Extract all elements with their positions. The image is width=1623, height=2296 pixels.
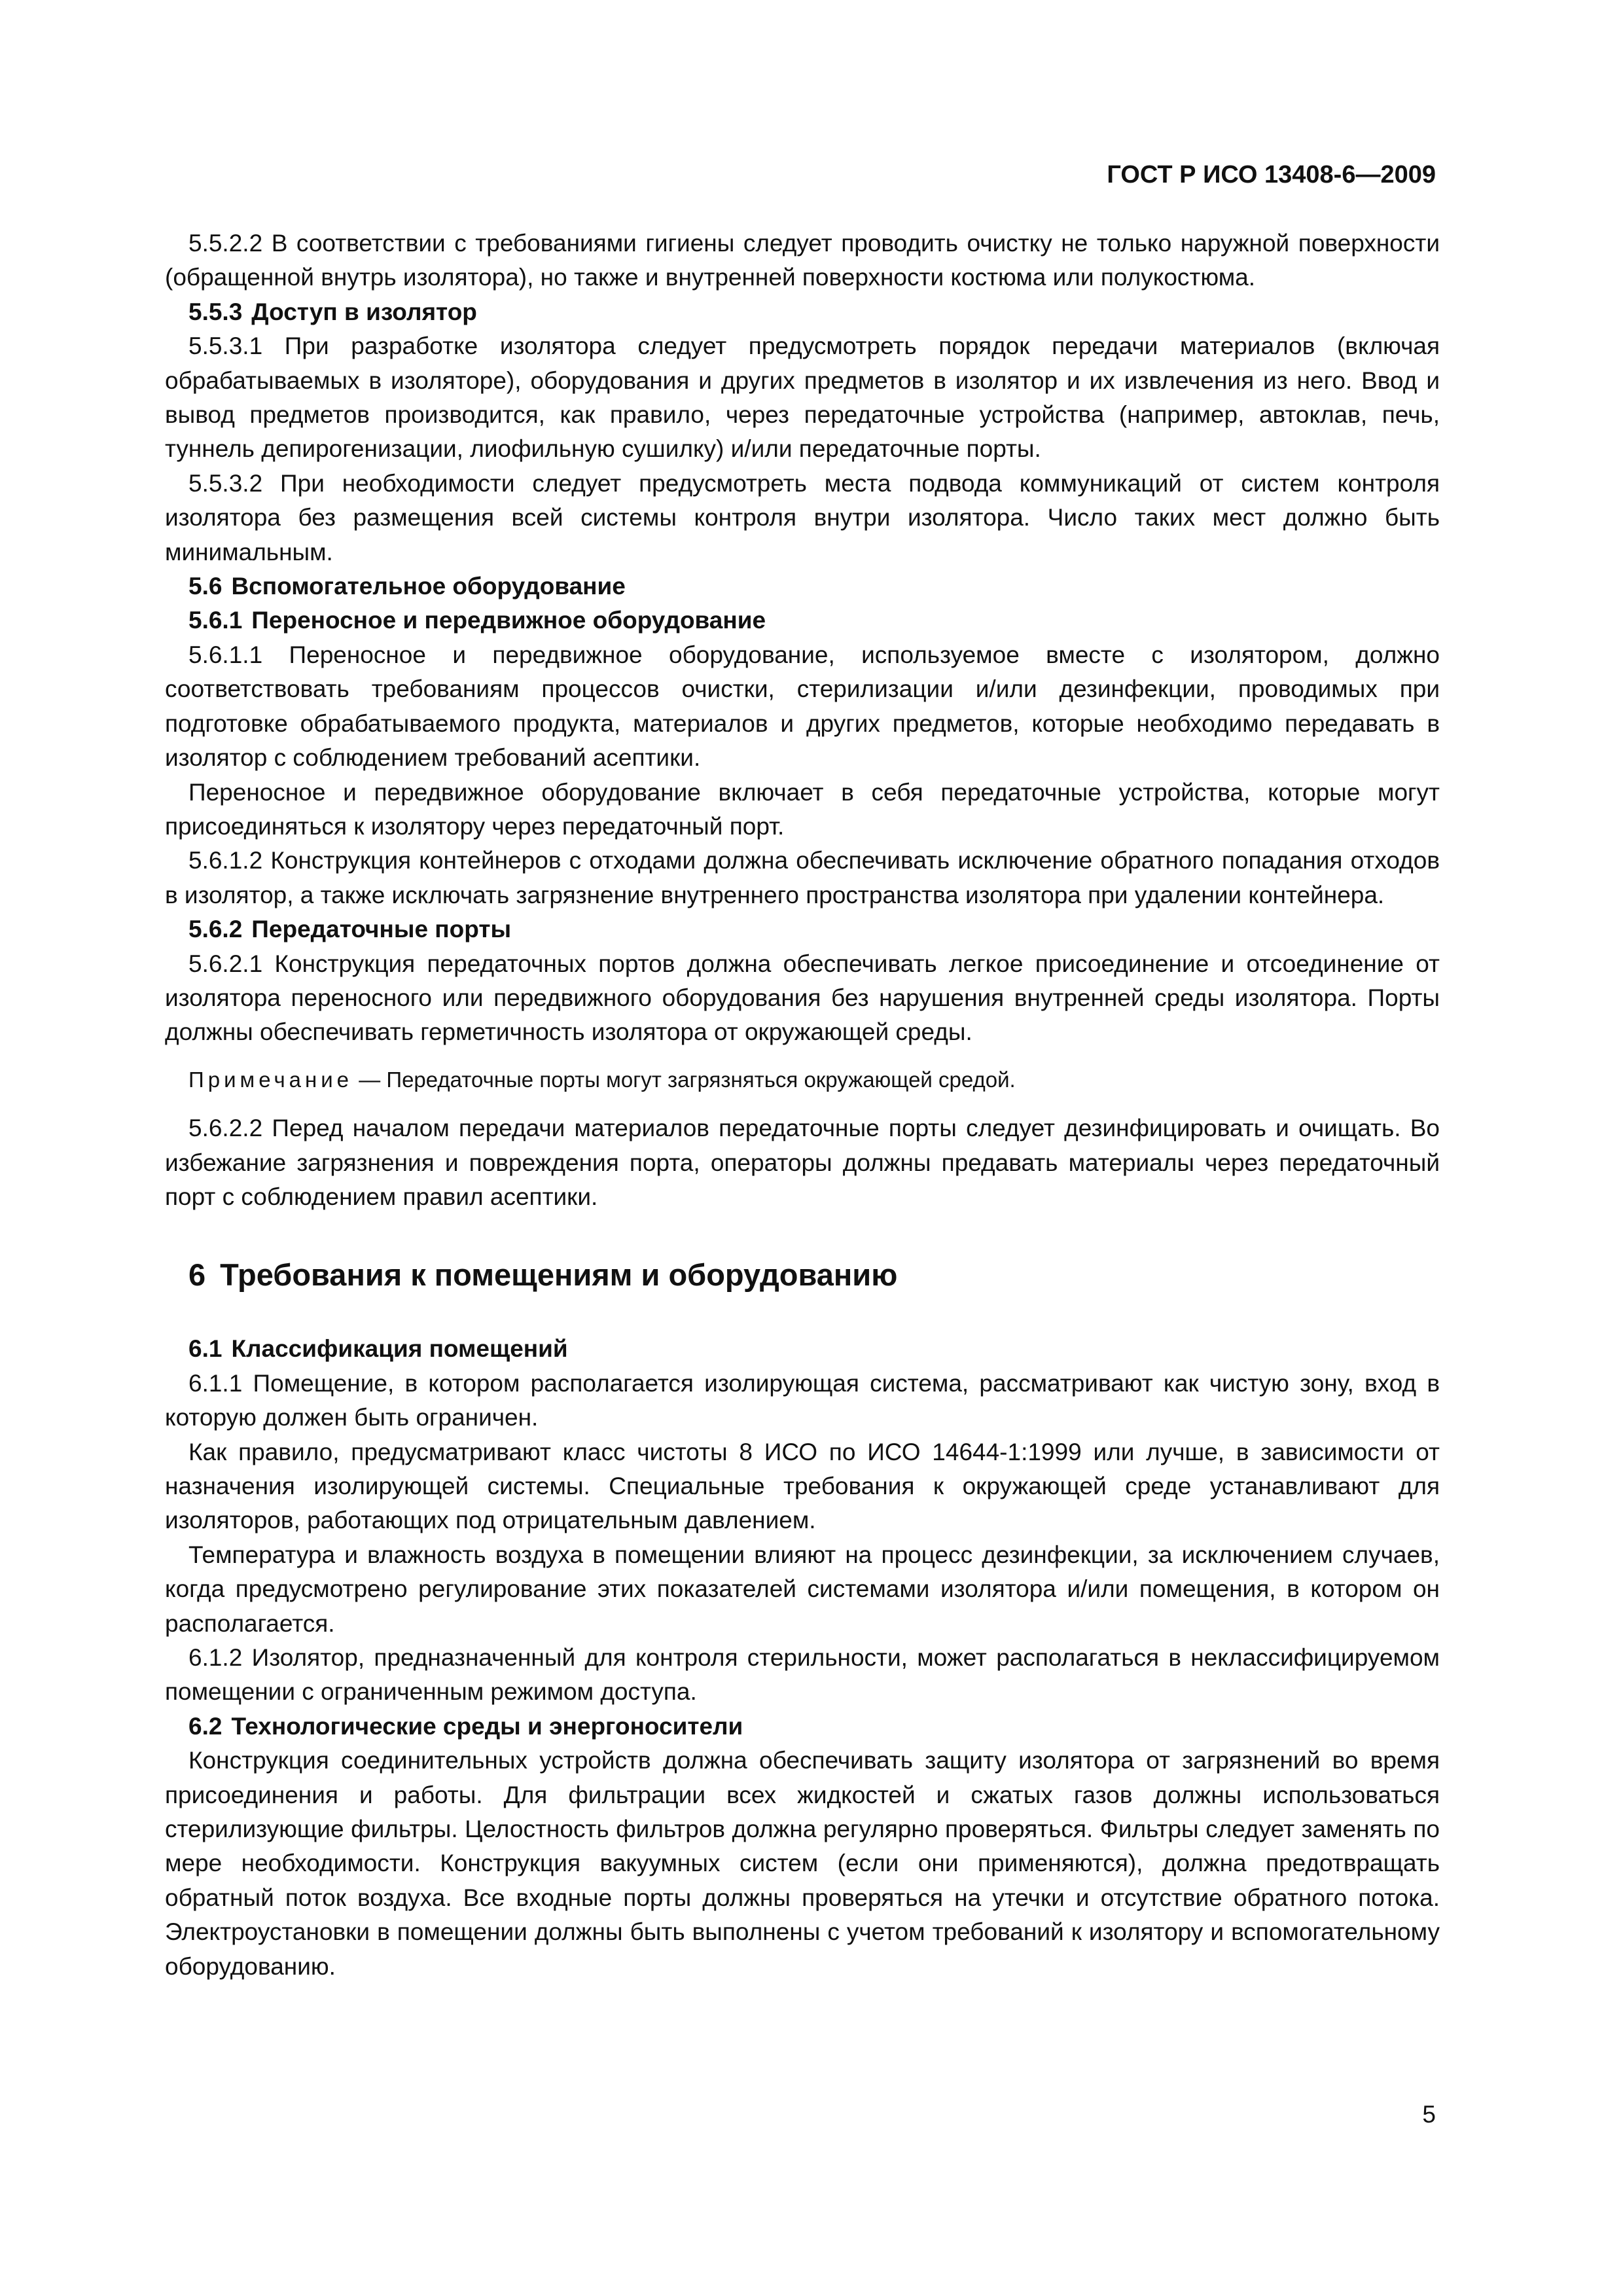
section-heading-6: [165, 1256, 1440, 1294]
paragraph-5-6-1-1: 5.6.1.1 Переносное и передвижное оборудование, используемое вместе с изолятором, должно соответствовать требованиям процессов очистки, стерилизации и/или дезинфекции, проводимых при подготовке обрабатываемого продукта, материалов и других предметов, которые необходимо передавать в изолятор с соблюдением требований асептики.: [165, 641, 1440, 772]
paragraph-5-6-2-1: 5.6.2.1 Конструкция передаточных портов должна обеспечивать легкое присоединение и отсоединение от изолятора переносного или передвижного оборудования без нарушения внутренней среды изолятора. Порты должны обеспечивать герметичность изолятора от окружающей среды.: [165, 950, 1440, 1046]
heading-5-6-1: [165, 603, 1440, 637]
heading-number: 5.6.2: [188, 916, 243, 943]
note-label: Примечание: [188, 1067, 353, 1092]
heading-number: 6.1: [188, 1335, 223, 1363]
heading-title: Передаточные порты: [251, 916, 512, 943]
standard-designation: ГОСТ Р ИСО 13408-6—2009: [1107, 161, 1436, 188]
paragraph-6-2-connections: Конструкция соединительных устройств должна обеспечивать защиту изолятора от загрязнений во время присоединения и работы. Для фильтрации всех жидкостей и сжатых газов должны использоваться стерилизующие фильтры. Целостность фильтров должна регулярно проверяться. Фильтры следует заменять по мере необходимости. Конструкция вакуумных систем (если они применяются), должна предотвращать обратный поток воздуха. Все входные порты должны проверяться на утечки и отсутствие обратного потока. Электроустановки в помещении должны быть выполнены с учетом требований к изолятору и вспомогательному оборудованию.: [165, 1747, 1440, 1980]
paragraph-5-6-2-2: 5.6.2.2 Перед началом передачи материалов передаточные порты следует дезинфицировать и очищать. Во избежание загрязнения и повреждения порта, операторы должны предавать материалы через передаточный порт с соблюдением правил асептики.: [165, 1115, 1440, 1210]
heading-number: 5.6.1: [188, 607, 243, 634]
heading-5-6: [165, 569, 1440, 603]
paragraph-5-6-1-2: 5.6.1.2 Конструкция контейнеров с отходами должна обеспечивать исключение обратного попадания отходов в изолятор, а также исключать загрязнение внутреннего пространства изолятора при удалении контейнера.: [165, 847, 1440, 908]
paragraph-5-5-3-2: 5.5.3.2 При необходимости следует предусмотреть места подвода коммуникаций от систем контроля изолятора без размещения всей системы контроля внутри изолятора. Число таких мест должно быть минимальным.: [165, 469, 1440, 565]
heading-title: Технологические среды и энергоносители: [231, 1712, 743, 1740]
heading-6-2: [165, 1710, 1440, 1744]
section-title: Требования к помещениям и оборудованию: [220, 1257, 898, 1293]
heading-number: 5.6: [188, 573, 223, 600]
paragraph-cleanliness-class: Как правило, предусматривают класс чистоты 8 ИСО по ИСО 14644-1:1999 или лучше, в зависимости от назначения изолирующей системы. Специальные требования к окружающей среде устанавливают для изоляторов, работающих под отрицательным давлением.: [165, 1438, 1440, 1534]
heading-title: Вспомогательное оборудование: [231, 573, 626, 600]
paragraph-6-1-2: 6.1.2 Изолятор, предназначенный для контроля стерильности, может располагаться в неклассифицируемом помещении с ограниченным режимом доступа.: [165, 1644, 1440, 1706]
heading-number: 5.5.3: [188, 298, 243, 325]
paragraph-5-5-2-2: 5.5.2.2 В соответствии с требованиями гигиены следует проводить очистку не только наружной поверхности (обращенной внутрь изолятора), но также и внутренней поверхности костюма или полукостюма.: [165, 230, 1440, 291]
paragraph-5-5-3-1: 5.5.3.1 При разработке изолятора следует предусмотреть порядок передачи материалов (включая обрабатываемых в изоляторе), оборудования и других предметов в изолятор и их извлечения из него. Ввод и вывод предметов производится, как правило, через передаточные устройства (например, автоклав, печь, туннель депирогенизации, лиофильную сушилку) и/или передаточные порты.: [165, 332, 1440, 463]
section-number: 6: [188, 1257, 206, 1293]
paragraph-6-1-1: 6.1.1 Помещение, в котором располагается изолирующая система, рассматривают как чистую зону, вход в которую должен быть ограничен.: [165, 1369, 1440, 1431]
note-text: — Передаточные порты могут загрязняться окружающей средой.: [359, 1067, 1016, 1092]
heading-5-5-3: [165, 295, 1440, 329]
heading-5-6-2: [165, 912, 1440, 946]
heading-title: Доступ в изолятор: [251, 298, 477, 325]
paragraph-portable-equipment: Переносное и передвижное оборудование включает в себя передаточные устройства, которые могут присоединяться к изолятору через передаточный порт.: [165, 778, 1440, 840]
heading-number: 6.2: [188, 1712, 223, 1740]
note: [165, 1063, 1440, 1097]
paragraph-temperature-humidity: Температура и влажность воздуха в помещении влияют на процесс дезинфекции, за исключением случаев, когда предусмотрено регулирование этих показателей системами изолятора и/или помещения, в котором он располагается.: [165, 1541, 1440, 1637]
heading-6-1: [165, 1332, 1440, 1366]
document-body: [165, 226, 1440, 1984]
page-number: 5: [1422, 2101, 1436, 2128]
heading-title: Классификация помещений: [231, 1335, 568, 1363]
heading-title: Переносное и передвижное оборудование: [251, 607, 766, 634]
